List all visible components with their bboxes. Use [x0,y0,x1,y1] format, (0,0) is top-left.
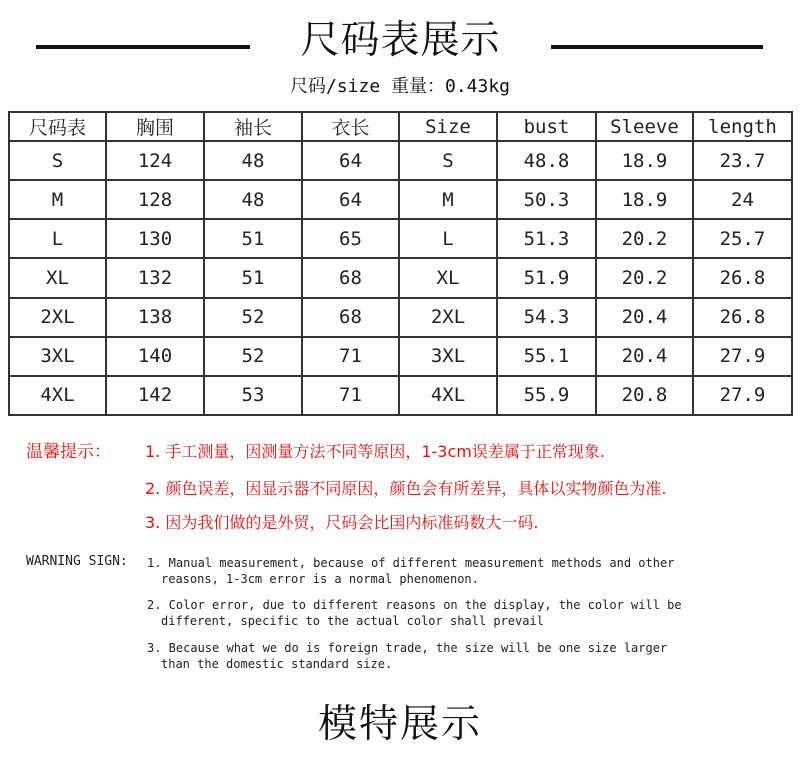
table-row [9,376,792,415]
table-cell: 3XL [399,337,497,376]
chinese-note-item: 2. 颜色误差，因显示器不同原因，颜色会有所差异，具体以实物颜色为准. [145,479,667,498]
table-cell: 55.1 [497,337,596,376]
english-note-item: 3. Because what we do is foreign trade, the size will be one size larger than the domestic standard size. [147,641,668,671]
column-header-size-chart: 尺码表 [9,112,106,141]
chinese-note-item: 1. 手工测量，因测量方法不同等原因，1-3cm误差属于正常现象. [145,442,605,461]
table-row [9,219,792,258]
table-cell: 2XL [399,298,497,337]
table-cell: 48.8 [497,141,596,180]
table-cell: 64 [302,180,399,219]
table-cell: 18.9 [596,141,693,180]
table-row [9,141,792,180]
table-cell: 18.9 [596,180,693,219]
column-header-length-cn: 衣长 [302,112,399,141]
column-header-bust: bust [497,112,596,141]
table-cell: 138 [106,298,204,337]
table-cell: M [399,180,497,219]
table-cell: 25.7 [693,219,792,258]
table-row [9,337,792,376]
table-row [9,258,792,297]
model-display-title: 模特展示 [317,702,482,747]
table-cell: 130 [106,219,204,258]
table-cell: 26.8 [693,258,792,297]
column-header-length: length [693,112,792,141]
table-cell: 20.2 [596,219,693,258]
chinese-note-item: 3. 因为我们做的是外贸，尺码会比国内标准码数大一码. [145,513,539,532]
column-header-sleeve-cn: 袖长 [204,112,302,141]
header [0,10,800,80]
table-cell: L [399,219,497,258]
table-cell: 51.3 [497,219,596,258]
table-row [9,180,792,219]
table-cell: 23.7 [693,141,792,180]
table-cell: 50.3 [497,180,596,219]
table-cell: 71 [302,337,399,376]
table-cell: 20.8 [596,376,693,415]
table-cell: 124 [106,141,204,180]
table-cell: 52 [204,337,302,376]
warning-sign-label: WARNING SIGN: [26,554,128,569]
header-divider-left [36,45,250,49]
column-header-size: Size [399,112,497,141]
page-title: 尺码表展示 [300,18,501,63]
table-cell: S [399,141,497,180]
column-header-sleeve: Sleeve [596,112,693,141]
table-cell: 3XL [9,337,106,376]
chinese-notes-label: 温馨提示： [26,442,111,462]
table-cell: 53 [204,376,302,415]
table-cell: XL [399,258,497,297]
table-cell: L [9,219,106,258]
table-cell: 51 [204,258,302,297]
table-cell: 142 [106,376,204,415]
column-header-chest: 胸围 [106,112,204,141]
table-cell: 24 [693,180,792,219]
table-cell: 2XL [9,298,106,337]
table-cell: 20.4 [596,298,693,337]
table-cell: 128 [106,180,204,219]
table-header-row [9,112,792,141]
table-cell: S [9,141,106,180]
table-cell: 27.9 [693,376,792,415]
table-cell: 48 [204,180,302,219]
table-row [9,298,792,337]
table-cell: 51.9 [497,258,596,297]
table-cell: 55.9 [497,376,596,415]
table-cell: 48 [204,141,302,180]
table-cell: 132 [106,258,204,297]
table-cell: M [9,180,106,219]
table-cell: 68 [302,298,399,337]
table-cell: XL [9,258,106,297]
table-cell: 64 [302,141,399,180]
table-cell: 68 [302,258,399,297]
table-cell: 20.2 [596,258,693,297]
table-cell: 65 [302,219,399,258]
table-cell: 4XL [399,376,497,415]
header-divider-right [551,45,763,49]
english-note-item: 1. Manual measurement, because of different measurement methods and other reasons, 1-3cm error is a normal phenomenon. [147,556,675,586]
table-cell: 52 [204,298,302,337]
table-cell: 54.3 [497,298,596,337]
table-cell: 51 [204,219,302,258]
table-cell: 27.9 [693,337,792,376]
table-cell: 20.4 [596,337,693,376]
table-cell: 4XL [9,376,106,415]
english-note-item: 2. Color error, due to different reasons on the display, the color will be different, specific to the actual color shall prevail [147,598,682,628]
table-cell: 26.8 [693,298,792,337]
size-chart-table [8,111,793,416]
size-weight-subtitle: 尺码/size 重量：0.43kg [289,76,511,97]
table-cell: 140 [106,337,204,376]
table-cell: 71 [302,376,399,415]
